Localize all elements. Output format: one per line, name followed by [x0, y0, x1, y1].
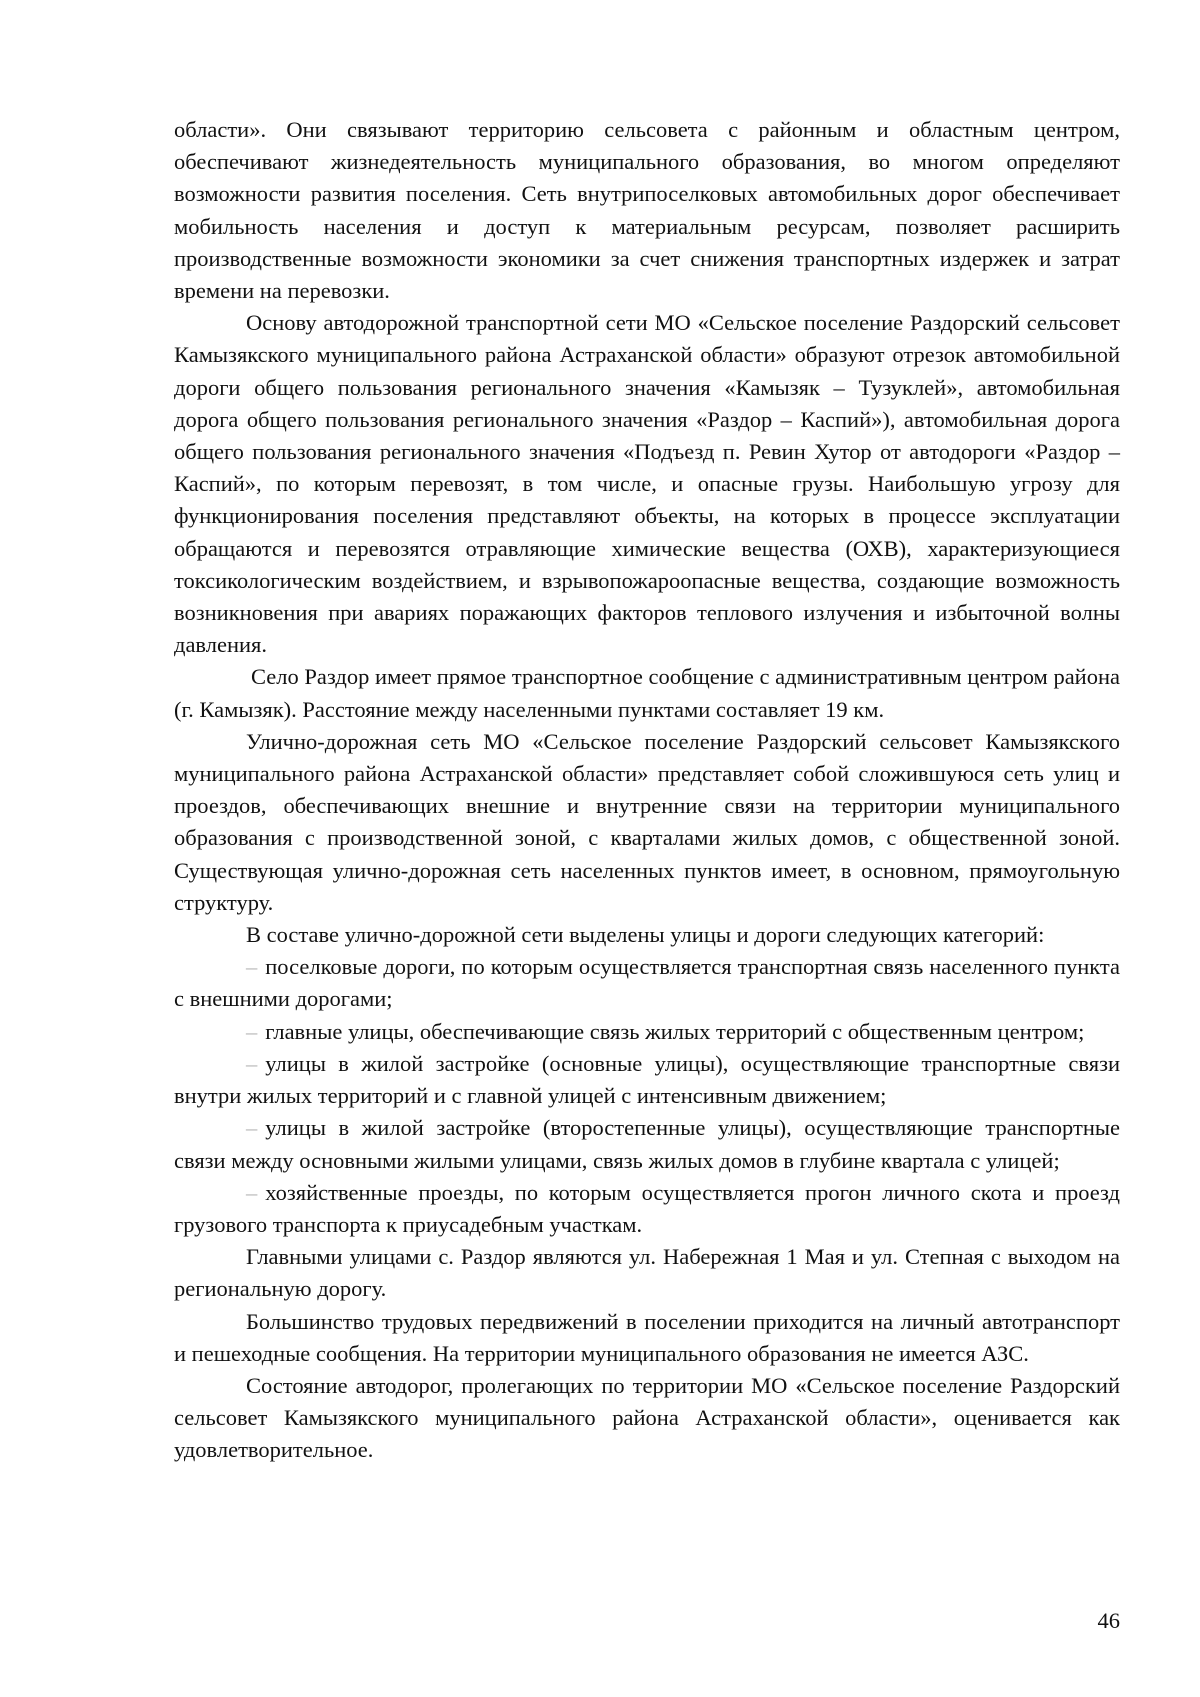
paragraph-text: Большинство трудовых передвижений в поселении приходится на личный автотранспорт и пешеходные сообщения. На территории муниципального образования не имеется АЗС.	[174, 1308, 1120, 1366]
list-dash: –	[246, 1018, 258, 1044]
paragraph-continuation	[174, 114, 1120, 307]
paragraph-text: Главными улицами с. Раздор являются ул. Набережная 1 Мая и ул. Степная с выходом на региональную дорогу.	[174, 1244, 1120, 1302]
list-item-service-passages	[174, 1177, 1120, 1241]
list-item-text: улицы в жилой застройке (основные улицы), осуществляющие транспортные связи внутри жилых территорий и с главной улицей с интенсивным движением;	[174, 1050, 1120, 1109]
paragraph-text: Основу автодорожной транспортной сети МО «Сельское поселение Раздорский сельсовет Камызякского муниципального района Астраханской области» образуют отрезок автомобильной дороги общего пользования регионального значения «Камызяк – Тузуклей», автомобильная дорога общего пользования регионального значения «Раздор – Каспий»), автомобильная дорога общего пользования регионального значения «Подъезд п. Ревин Хутор от автодороги «Раздор – Каспий», по которым перевозят, в том числе, и опасные грузы. Наибольшую угрозу для функционирования поселения представляют объекты, на которых в процессе эксплуатации обращаются и перевозятся отравляющие химические вещества (ОХВ), характеризующиеся токсикологическим воздействием, и взрывопожароопасные вещества, создающие возможность возникновения при авариях поражающих факторов теплового излучения и избыточной волны давления.	[174, 310, 1120, 658]
paragraph-text: Улично-дорожная сеть МО «Сельское поселение Раздорский сельсовет Камызякского муниципального района Астраханской области» представляет собой сложившуюся сеть улиц и проездов, обеспечивающих внешние и внутренние связи на территории муниципального образования с производственной зоной, с кварталами жилых домов, с общественной зоной. Существующая улично-дорожная сеть населенных пунктов имеет, в основном, прямоугольную структуру.	[174, 728, 1120, 915]
list-item-text: хозяйственные проезды, по которым осуществляется прогон личного скота и проезд грузового транспорта к приусадебным участкам.	[174, 1179, 1120, 1237]
list-dash: –	[246, 1050, 258, 1076]
list-item-settlement-roads	[174, 951, 1120, 1015]
paragraph-text: области». Они связывают территорию сельсовета с районным и областным центром, обеспечивают жизнедеятельность муниципального образования, во многом определяют возможности развития поселения. Сеть внутрипоселковых автомобильных дорог обеспечивает мобильность населения и доступ к материальным ресурсам, позволяет расширить производственные возможности экономики за счет снижения транспортных издержек и затрат времени на перевозки.	[174, 117, 1120, 304]
paragraph-street-network	[174, 726, 1120, 919]
list-dash: –	[246, 1179, 258, 1205]
list-item-text: улицы в жилой застройке (второстепенные улицы), осуществляющие транспортные связи между основными жилыми улицами, связь жилых домов в глубине квартала с улицей;	[174, 1115, 1120, 1173]
list-dash: –	[246, 954, 258, 980]
document-body	[174, 114, 1120, 1467]
list-item-secondary-residential-streets	[174, 1112, 1120, 1176]
paragraph-categories-intro	[174, 919, 1120, 951]
list-item-text: поселковые дороги, по которым осуществляется транспортная связь населенного пункта с внешними дорогами;	[174, 954, 1120, 1012]
list-dash: –	[246, 1115, 258, 1141]
paragraph-text: Село Раздор имеет прямое транспортное сообщение с административным центром района (г. Камызяк). Расстояние между населенными пунктами составляет 19 км.	[174, 664, 1120, 722]
paragraph-labor-trips	[174, 1306, 1120, 1370]
page-number: 46	[1097, 1608, 1120, 1633]
list-item-text: главные улицы, обеспечивающие связь жилых территорий с общественным центром;	[265, 1018, 1085, 1044]
paragraph-road-network-basis	[174, 307, 1120, 661]
paragraph-razdor-connection	[174, 661, 1120, 725]
paragraph-road-condition	[174, 1370, 1120, 1467]
paragraph-text: В составе улично-дорожной сети выделены улицы и дороги следующих категорий:	[246, 922, 1045, 948]
list-item-main-streets	[174, 1016, 1120, 1048]
list-item-primary-residential-streets	[174, 1048, 1120, 1112]
paragraph-main-streets-razdor	[174, 1241, 1120, 1305]
paragraph-text: Состояние автодорог, пролегающих по территории МО «Сельское поселение Раздорский сельсовет Камызякского муниципального района Астраханской области», оценивается как удовлетворительное.	[174, 1372, 1120, 1463]
